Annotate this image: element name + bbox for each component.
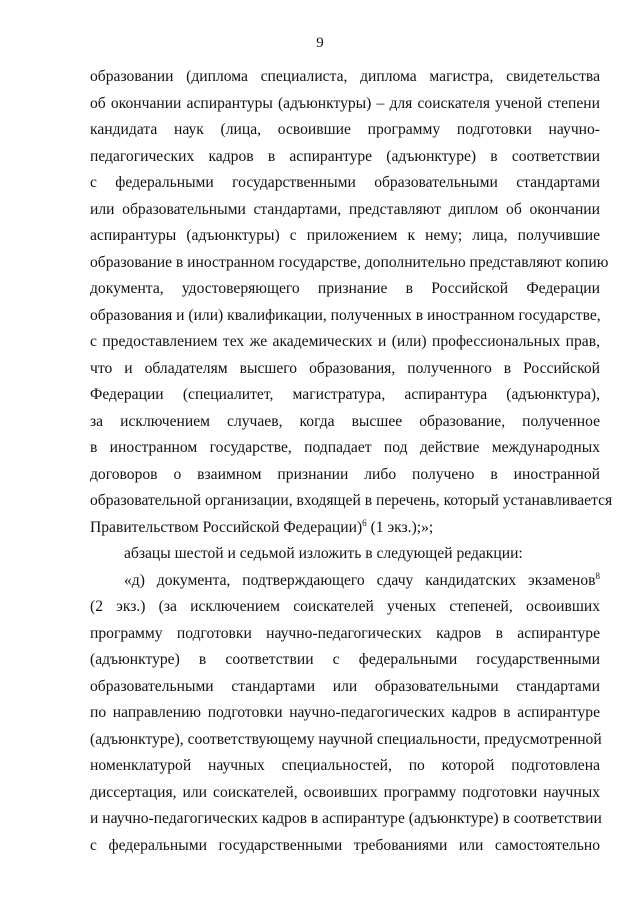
text-line: [90, 356, 600, 383]
text-line: [90, 329, 600, 356]
text-line-content: с федеральными государственными требованиями или самостоятельно: [90, 836, 600, 854]
text-line: [90, 727, 600, 754]
text-line-content: за исключением случаев, когда высшее образование, полученное: [90, 412, 600, 430]
text-line-content: педагогических кадров в аспирантуре (адъюнктуре) в соответствии: [90, 147, 600, 165]
text-line: [90, 91, 600, 118]
text-line: [90, 435, 600, 462]
text-line-content: что и обладателям высшего образования, полученного в Российской: [90, 359, 600, 377]
text-line: [90, 144, 600, 171]
text-line: [90, 250, 609, 277]
text-line-content: и научно-педагогических кадров в аспирантуре (адъюнктуре) в соответствии: [90, 810, 602, 827]
text-line: [90, 409, 600, 436]
text-line: [90, 568, 600, 595]
text-line: [90, 833, 600, 860]
text-line-content: абзацы шестой и седьмой изложить в следующей редакции:: [124, 545, 523, 562]
text-line-content: документа, удостоверяющего признание в Российской Федерации: [90, 280, 600, 297]
text-line-content: образовательными стандартами или образовательными стандартами: [90, 677, 600, 695]
text-line-content: договоров о взаимном признании либо получено в иностранной: [90, 465, 600, 483]
text-line-continuation: (1 экз.);»;: [366, 518, 434, 536]
text-line-content: по направлению подготовки научно-педагогических кадров в аспирантуре: [90, 704, 600, 721]
text-line: [90, 753, 600, 780]
text-line-content: диссертация, или соискателей, освоивших программу подготовки научных: [90, 783, 600, 801]
footnote-marker: 6: [362, 517, 367, 528]
text-line-content: кандидата наук (лица, освоившие программу подготовки научно-: [90, 121, 600, 138]
text-line: [90, 170, 600, 197]
text-line: [90, 647, 600, 674]
text-line-content: в иностранном государстве, подпадает под действие международных: [90, 439, 600, 456]
text-line-content: образование в иностранном государстве, дополнительно представляют копию: [90, 253, 609, 271]
text-line: [90, 594, 600, 621]
text-line-content: Правительством Российской Федерации): [90, 518, 363, 536]
text-line: [90, 488, 613, 515]
text-line-content: образовании (диплома специалиста, диплома магистра, свидетельства: [90, 68, 600, 85]
footnote-marker: 8: [595, 570, 600, 581]
text-line: [90, 303, 600, 330]
text-line-content: образовательной организации, входящей в перечень, который устанавливается: [90, 492, 613, 509]
text-line: [90, 276, 600, 303]
text-line-content: номенклатурой научных специальностей, по которой подготовлена: [90, 757, 600, 774]
text-line: [90, 515, 600, 542]
text-line-content: Федерации (специалитет, магистратура, аспирантура (адъюнктура),: [90, 386, 600, 403]
text-line: [90, 780, 600, 807]
text-line-content: (адъюнктуре), соответствующему научной специальности, предусмотренной: [90, 730, 602, 748]
text-line: [90, 382, 600, 409]
text-line-content: программу подготовки научно-педагогических кадров в аспирантуре: [90, 624, 600, 642]
text-line-content: с федеральными государственными образовательными стандартами: [90, 174, 600, 191]
text-line: [90, 621, 600, 648]
body-text: [90, 64, 613, 859]
text-line-content: образования и (или) квалификации, полученных в иностранном государстве,: [90, 306, 601, 324]
text-line-content: аспирантуры (адъюнктуры) с приложением к нему; лица, получившие: [90, 227, 600, 244]
text-line-content: об окончании аспирантуры (адъюнктуры) – для соискателя ученой степени: [90, 94, 600, 112]
text-line: [90, 674, 600, 701]
text-line: [90, 700, 600, 727]
text-line: [90, 462, 600, 489]
text-line: [90, 541, 600, 568]
text-line-content: (адъюнктуре) в соответствии с федеральными государственными: [90, 651, 600, 668]
text-line-content: с предоставлением тех же академических и (или) профессиональных прав,: [90, 333, 600, 350]
text-line: [90, 197, 600, 224]
text-line: [90, 806, 600, 833]
page-number: 9: [316, 35, 324, 51]
text-line: [90, 64, 600, 91]
text-line-content: или образовательными стандартами, представляют диплом об окончании: [90, 200, 600, 218]
text-line: [90, 117, 600, 144]
text-line: [90, 223, 600, 250]
text-line-content: (2 экз.) (за исключением соискателей ученых степеней, освоивших: [90, 598, 600, 615]
text-line-content: «д) документа, подтверждающего сдачу кандидатских экзаменов: [124, 571, 596, 589]
